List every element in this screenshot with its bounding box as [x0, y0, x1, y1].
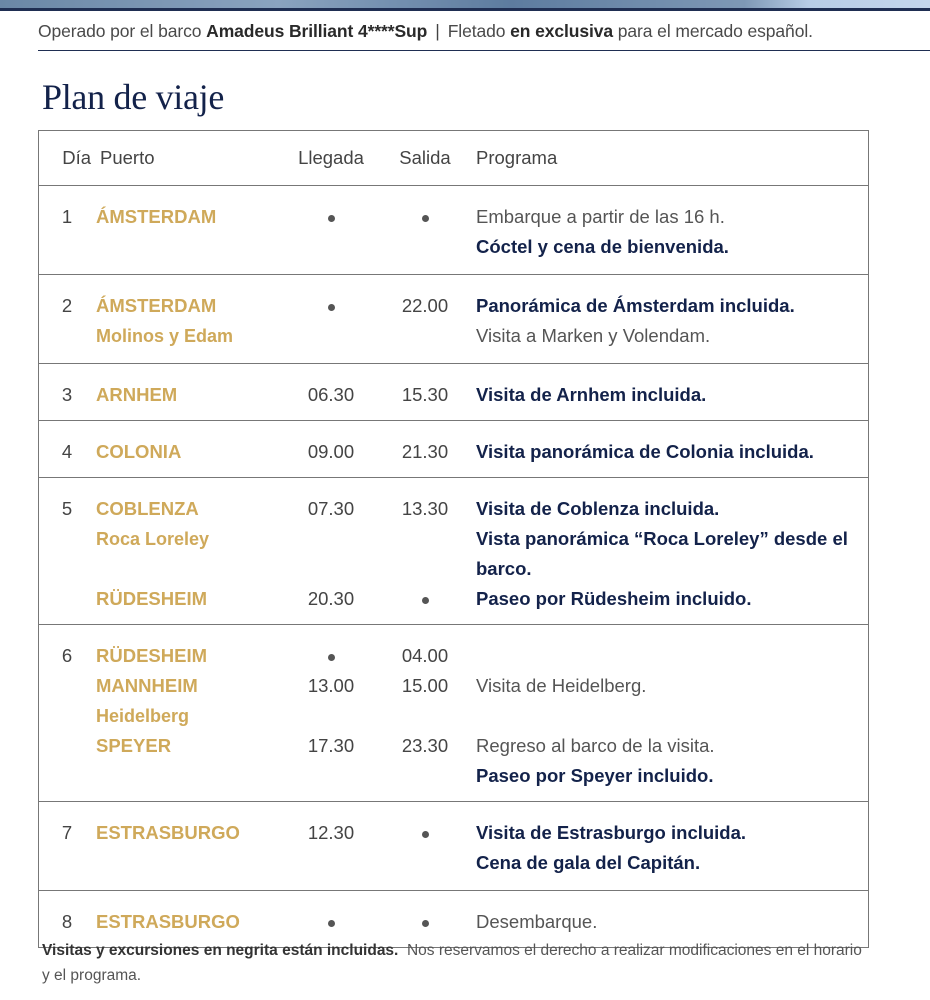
ship-name: Amadeus Brilliant 4****Sup — [206, 21, 428, 41]
arrival-time: 20.30 — [307, 588, 355, 609]
departure-time-none — [378, 907, 472, 937]
arrival-time — [284, 524, 378, 554]
page-title: Plan de viaje — [42, 77, 225, 117]
departure-cell — [378, 478, 472, 625]
day-number: 5 — [61, 498, 73, 519]
header-programa: Programa — [472, 131, 869, 186]
bullet-icon — [422, 831, 429, 838]
departure-time-none — [378, 584, 472, 614]
included-activity: Paseo por Rüdesheim incluido. — [476, 588, 752, 609]
separator: | — [435, 21, 440, 41]
port-name: ÁMSTERDAM — [96, 295, 217, 316]
departure-cell — [378, 186, 472, 275]
arrival-cell — [284, 625, 378, 802]
port-name: ESTRASBURGO — [96, 911, 240, 932]
excursion-name: Molinos y Edam — [96, 326, 234, 346]
program-cell — [472, 186, 869, 275]
departure-time: 23.30 — [401, 735, 449, 756]
header-puerto: Puerto — [95, 131, 284, 186]
day-number-cell — [39, 802, 96, 891]
port-name: RÜDESHEIM — [96, 588, 208, 609]
port-name: RÜDESHEIM — [96, 645, 208, 666]
ship-info-line — [38, 21, 813, 42]
arrival-time — [284, 554, 378, 584]
header-dia: Día — [39, 131, 96, 186]
header-banner-image — [0, 0, 930, 8]
bullet-icon — [328, 654, 335, 661]
port-name: ÁMSTERDAM — [96, 206, 217, 227]
departure-cell — [378, 275, 472, 364]
table-row — [39, 275, 869, 364]
included-activity: Visita de Arnhem incluida. — [476, 384, 707, 405]
program-text — [476, 641, 868, 671]
arrival-time: 17.30 — [307, 735, 355, 756]
departure-time — [378, 761, 472, 791]
port-name: COBLENZA — [96, 498, 199, 519]
arrival-time — [284, 761, 378, 791]
excursion-name: Roca Loreley — [96, 529, 210, 549]
included-activity: Visita de Coblenza incluida. — [476, 498, 720, 519]
included-activity: Cena de gala del Capitán. — [476, 852, 701, 873]
port-name — [96, 761, 284, 791]
program-text: Visita de Heidelberg. — [476, 675, 647, 696]
program-cell — [472, 421, 869, 478]
departure-time-none — [378, 202, 472, 232]
program-text: Desembarque. — [476, 911, 598, 932]
arrival-time: 06.30 — [307, 384, 355, 405]
header-llegada: Llegada — [284, 131, 378, 186]
day-number-cell — [39, 625, 96, 802]
arrival-time: 09.00 — [307, 441, 355, 462]
arrival-time — [284, 232, 378, 262]
banner-divider — [0, 8, 930, 11]
program-cell — [472, 364, 869, 421]
included-activity: Vista panorámica “Roca Loreley” desde el — [476, 528, 848, 549]
port-name — [96, 848, 284, 878]
arrival-time-none — [284, 202, 378, 232]
departure-time: 15.00 — [401, 675, 449, 696]
table-header-row — [39, 131, 869, 186]
table-row — [39, 364, 869, 421]
arrival-time-none — [284, 907, 378, 937]
arrival-cell — [284, 478, 378, 625]
port-cell — [95, 364, 284, 421]
port-cell — [95, 275, 284, 364]
program-cell — [472, 478, 869, 625]
included-activity: Panorámica de Ámsterdam incluida. — [476, 295, 795, 316]
port-name — [96, 232, 284, 262]
bullet-icon — [328, 920, 335, 927]
chartered-exclusive: en exclusiva — [510, 21, 614, 41]
table-row — [39, 186, 869, 275]
included-activity: barco. — [476, 558, 532, 579]
subtitle-divider — [38, 50, 930, 51]
departure-time — [378, 701, 472, 731]
footer-note — [42, 938, 872, 988]
day-number: 8 — [61, 911, 73, 932]
day-number: 2 — [61, 295, 73, 316]
itinerary-table — [38, 130, 869, 948]
day-number: 6 — [61, 645, 73, 666]
itinerary-body — [39, 186, 869, 948]
port-cell — [95, 186, 284, 275]
departure-cell — [378, 625, 472, 802]
departure-cell — [378, 364, 472, 421]
departure-time — [378, 848, 472, 878]
arrival-time: 12.30 — [307, 822, 355, 843]
day-number-cell — [39, 186, 96, 275]
port-name: ESTRASBURGO — [96, 822, 240, 843]
arrival-cell — [284, 275, 378, 364]
port-cell — [95, 625, 284, 802]
footer-bold: Visitas y excursiones en negrita están incluidas. — [42, 942, 399, 959]
bullet-icon — [422, 215, 429, 222]
header-salida: Salida — [378, 131, 472, 186]
arrival-time — [284, 321, 378, 351]
included-activity: Visita panorámica de Colonia incluida. — [476, 441, 814, 462]
arrival-cell — [284, 186, 378, 275]
departure-time: 21.30 — [401, 441, 449, 462]
departure-time — [378, 321, 472, 351]
table-row — [39, 421, 869, 478]
program-text: Visita a Marken y Volendam. — [476, 325, 711, 346]
port-cell — [95, 802, 284, 891]
bullet-icon — [422, 920, 429, 927]
arrival-time: 13.00 — [307, 675, 355, 696]
chartered-prefix: Fletado — [447, 21, 511, 41]
footer-text: Nos reservamos el derecho a realizar modificaciones en el horario y el programa. — [42, 942, 867, 984]
arrival-time — [284, 701, 378, 731]
port-cell — [95, 478, 284, 625]
departure-time: 13.30 — [401, 498, 449, 519]
included-activity: Visita de Estrasburgo incluida. — [476, 822, 747, 843]
day-number-cell — [39, 364, 96, 421]
day-number: 4 — [61, 441, 73, 462]
departure-time: 04.00 — [401, 645, 449, 666]
port-name: SPEYER — [96, 735, 172, 756]
day-number: 7 — [61, 822, 73, 843]
arrival-cell — [284, 364, 378, 421]
day-number: 1 — [61, 206, 73, 227]
bullet-icon — [328, 215, 335, 222]
port-name: COLONIA — [96, 441, 182, 462]
table-row — [39, 478, 869, 625]
program-cell — [472, 275, 869, 364]
day-number-cell — [39, 478, 96, 625]
program-text: Embarque a partir de las 16 h. — [476, 206, 725, 227]
departure-time: 15.30 — [401, 384, 449, 405]
departure-time — [378, 232, 472, 262]
departure-time — [378, 554, 472, 584]
bullet-icon — [328, 304, 335, 311]
table-row — [39, 802, 869, 891]
port-name: ARNHEM — [96, 384, 178, 405]
port-name: MANNHEIM — [96, 675, 198, 696]
program-text — [476, 701, 868, 731]
bullet-icon — [422, 597, 429, 604]
excursion-name: Heidelberg — [96, 706, 190, 726]
program-text: Regreso al barco de la visita. — [476, 735, 715, 756]
included-activity: Paseo por Speyer incluido. — [476, 765, 714, 786]
departure-time — [378, 524, 472, 554]
ship-info-prefix: Operado por el barco — [38, 21, 207, 41]
arrival-cell — [284, 421, 378, 478]
program-cell — [472, 625, 869, 802]
arrival-time — [284, 848, 378, 878]
table-row — [39, 625, 869, 802]
port-name — [96, 554, 284, 584]
departure-time: 22.00 — [401, 295, 449, 316]
arrival-time-none — [284, 641, 378, 671]
day-number-cell — [39, 275, 96, 364]
arrival-time-none — [284, 291, 378, 321]
program-cell — [472, 802, 869, 891]
port-cell — [95, 421, 284, 478]
arrival-cell — [284, 802, 378, 891]
departure-cell — [378, 421, 472, 478]
chartered-suffix: para el mercado español. — [613, 21, 813, 41]
day-number-cell — [39, 421, 96, 478]
day-number: 3 — [61, 384, 73, 405]
departure-cell — [378, 802, 472, 891]
arrival-time: 07.30 — [307, 498, 355, 519]
departure-time-none — [378, 818, 472, 848]
included-activity: Cóctel y cena de bienvenida. — [476, 236, 729, 257]
